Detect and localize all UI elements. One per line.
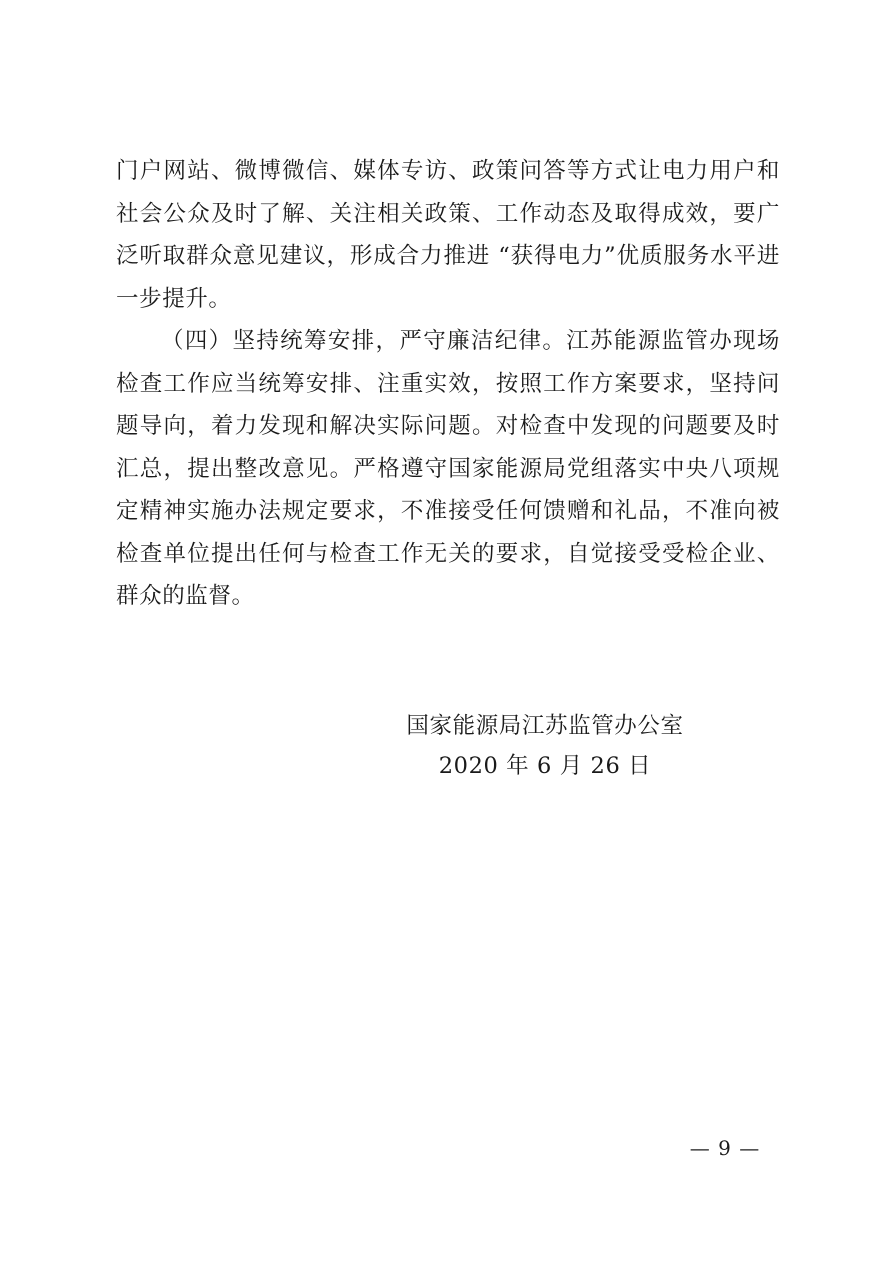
section-four-heading: （四）坚持统筹安排，严守廉洁纪律。 — [161, 328, 567, 354]
signature-date: 2020 年 6 月 26 日 — [438, 753, 652, 779]
signature-block — [390, 706, 700, 786]
signature-organization: 国家能源局江苏监管办公室 — [406, 713, 684, 739]
page-number: — 9 — — [689, 1136, 761, 1160]
section-four-body: 江苏能源监管办现场检查工作应当统筹安排、注重实效，按照工作方案要求，坚持问题导向，着力发现和解决实际问题。对检查中发现的问题要及时汇总，提出整改意见。严格遵守国家能源局党组落实中央八项规定精神实施办法规定要求，不准接受任何馈赠和礼品，不准向被检查单位提出任何与检查工作无关的要求，自觉接受受检企业、群众的监督。 — [116, 328, 781, 609]
section-four-paragraph — [116, 320, 780, 618]
document-body — [116, 150, 780, 618]
paragraph-continuation: 门户网站、微博微信、媒体专访、政策问答等方式让电力用户和社会公众及时了解、关注相关政策、工作动态及取得成效，要广泛听取群众意见建议，形成合力推进 “获得电力”优质服务水平进一步提升。 — [116, 158, 780, 312]
